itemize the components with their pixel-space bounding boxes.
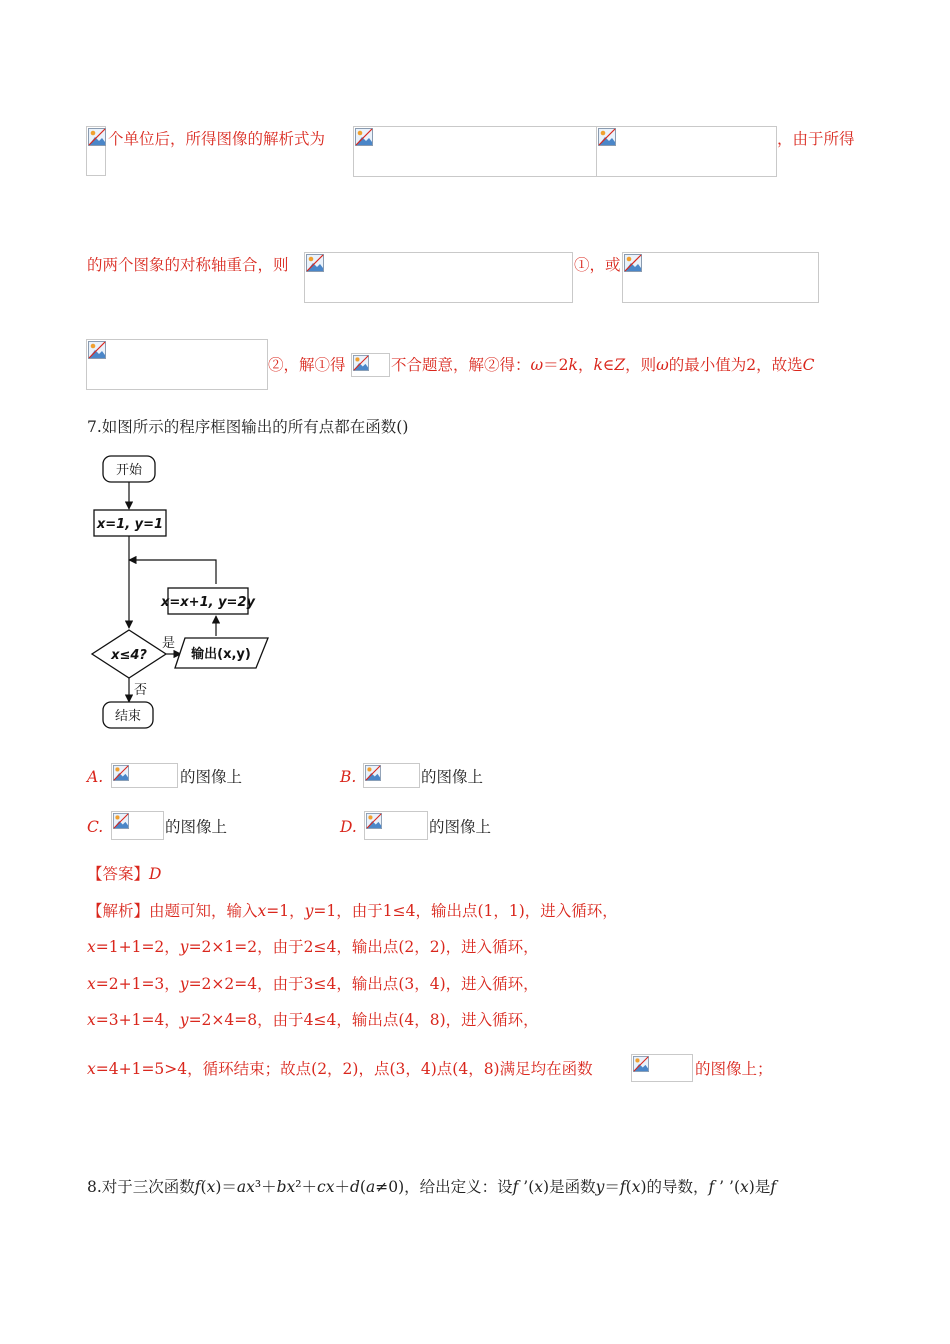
option-d-formula — [364, 811, 428, 840]
analysis-line-2: x=1+1=2，y=2×1=2，由于2≤4，输出点(2，2)，进入循环， — [87, 938, 539, 956]
option-b-label: B. — [340, 768, 357, 786]
question-8-stem: 8.对于三次函数f(x)＝ax³＋bx²＋cx＋d(a≠0)，给出定义：设f ’(x)是函数y＝f(x)的导数，f ’ ’(x)是f — [87, 1178, 777, 1196]
option-c-formula — [111, 811, 164, 840]
flow-no-label: 否 — [134, 683, 148, 698]
formula-image — [86, 339, 268, 390]
formula-image — [351, 353, 390, 377]
flow-end-label: 结束 — [114, 709, 142, 724]
flow-output-label: 输出(x,y) — [191, 647, 251, 662]
text-line3-a: ②，解①得 — [268, 356, 346, 374]
flow-init-label: x=1, y=1 — [96, 517, 164, 532]
formula-image — [304, 252, 573, 303]
option-d-label: D. — [340, 818, 357, 836]
broken-image-icon — [633, 1056, 649, 1072]
analysis-line-1: 【解析】由题可知，输入x=1，y=1，由于1≤4，输出点(1，1)，进入循环， — [87, 902, 618, 920]
flow-yes-label: 是 — [162, 636, 176, 651]
option-a-suffix: 的图像上 — [180, 768, 243, 786]
analysis-line-3: x=2+1=3，y=2×2=4，由于3≤4，输出点(3，4)，进入循环， — [87, 975, 539, 993]
option-a-formula — [111, 763, 178, 788]
text-line3-b: 不合题意，解②得：ω＝2k，k∈Z，则ω的最小值为2，故选C — [391, 356, 815, 374]
formula-image — [86, 126, 106, 176]
option-b-suffix: 的图像上 — [421, 768, 484, 786]
formula-image — [596, 126, 777, 177]
text-line2-b: ①，或 — [574, 256, 621, 274]
text-line2-a: 的两个图象的对称轴重合，则 — [87, 256, 289, 274]
flow-cond-label: x≤4? — [111, 648, 147, 663]
formula-image — [622, 252, 819, 303]
broken-image-icon — [353, 355, 369, 371]
flow-update-label: x=x+1, y=2y — [161, 595, 255, 610]
analysis-line-4: x=3+1=4，y=2×4=8，由于4≤4，输出点(4，8)，进入循环， — [87, 1011, 539, 1029]
broken-image-icon — [113, 813, 129, 829]
option-c-label: C. — [87, 818, 104, 836]
option-c-suffix: 的图像上 — [165, 818, 228, 836]
flowchart — [88, 452, 278, 732]
analysis-line-5-tail: 的图像上； — [695, 1060, 773, 1078]
broken-image-icon — [598, 128, 616, 146]
answer-line — [87, 864, 161, 884]
broken-image-icon — [306, 254, 324, 272]
answer-value: D — [149, 865, 162, 883]
answer-tag: 【答案】 — [87, 865, 150, 883]
flow-start-label: 开始 — [115, 463, 143, 478]
formula-image — [631, 1054, 693, 1082]
option-a-label: A. — [87, 768, 104, 786]
text-line1-a: 个单位后，所得图像的解析式为 — [108, 130, 326, 148]
option-b-formula — [363, 763, 420, 788]
text-line1-b: ，由于所得 — [777, 130, 855, 148]
broken-image-icon — [88, 128, 106, 146]
option-d-suffix: 的图像上 — [429, 818, 492, 836]
broken-image-icon — [355, 128, 373, 146]
formula-image — [353, 126, 597, 177]
broken-image-icon — [366, 813, 382, 829]
analysis-line-5: x=4+1=5>4，循环结束；故点(2，2)，点(3，4)点(4，8)满足均在函数 — [87, 1060, 593, 1078]
broken-image-icon — [113, 765, 129, 781]
broken-image-icon — [365, 765, 381, 781]
question-7-stem: 7.如图所示的程序框图输出的所有点都在函数() — [87, 418, 409, 436]
broken-image-icon — [624, 254, 642, 272]
broken-image-icon — [88, 341, 106, 359]
